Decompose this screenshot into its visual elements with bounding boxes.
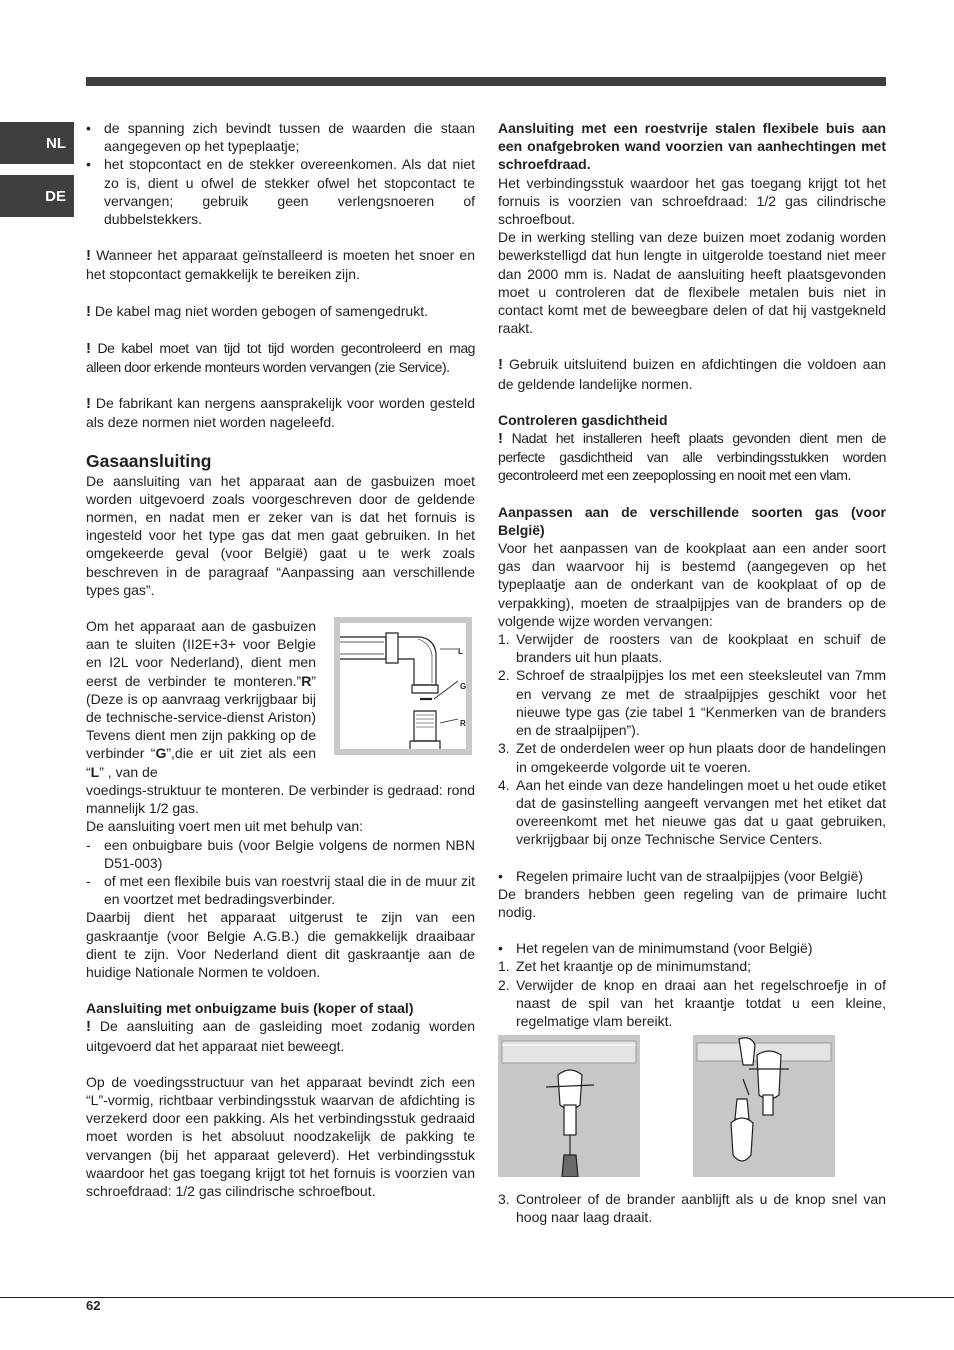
screwdriver-icon <box>498 1035 640 1177</box>
list-item: • Regelen primaire lucht van de straalpijpjes (voor België) <box>498 867 864 884</box>
tab-language-nl[interactable]: NL <box>0 122 74 164</box>
knob-removed-illustration <box>693 1035 835 1177</box>
warning-note: ! Nadat het installeren heeft plaats gevonden dient men de perfecte gasdichtheid van alle verbindingsstukken worden gecontroleerd met een zeepoplossing en nooit met een vlam. <box>498 430 886 484</box>
paragraph: Het verbindingsstuk waardoor het gas toegang krijgt tot het fornuis is voorzien van schroefdraad: 1/2 gas cilindrische schroefbout. <box>498 174 886 228</box>
subheading: Aansluiting met onbuigzame buis (koper of staal) <box>86 1000 414 1017</box>
right-column <box>498 119 886 1227</box>
subheading: Aanpassen aan de verschillende soorten gas (voor België) <box>498 503 886 538</box>
left-column <box>86 119 475 1200</box>
paragraph: De branders hebben geen regeling van de primaire lucht nodig. <box>498 885 886 920</box>
paragraph: Op de voedingsstructuur van het apparaat bevindt zich een “L”-vormig, richtbaar verbindingsstuk waarvan de afdichting is verzekerd door een pakking. Als het verbindingsstuk gedraaid moet worden is het absoluut noodzakelijk de pakking te vervangen (bij het apparaat geleverd). Het verbindingsstuk waardoor het gas toegang krijgt tot het fornuis is voorzien van schroefdraad: 1/2 gas cilindrische schroefbout. <box>86 1073 475 1199</box>
paragraph: De aansluiting van het apparaat aan de gasbuizen moet worden uitgevoerd zoals voorgeschreven door de geldende normen, en nadat men er zeker van is dat het fornuis is ingesteld voor het type gas dat men gaat gebruiken. In het omgekeerde geval (voor België) gaat u te werk zoals beschreven in de paragraaf “Aanpassing aan verschillende types gas”. <box>86 472 475 598</box>
footer-rule <box>0 1297 954 1298</box>
paragraph: De aansluiting voert men uit met behulp van: <box>86 818 364 835</box>
figure-caption: Om het apparaat aan de gasbuizen aan te sluiten (II2E+3+ voor Belgie en I2L voor Nederland), dient men eerst de verbinder te monteren.”R” (Deze is op aanvraag verkrijgbaar bij de technische-service-dienst Ariston) Tevens dient men zijn pakking op de verbinder “G”,die er uit ziet als een “L” , van de <box>86 618 316 780</box>
paragraph: Daarbij dient het apparaat uitgerust te zijn van een gaskraantje (voor Belgie A.G.B.) die gemakkelijk draaibaar dient te zijn. Voor Nederland dient dit gaskraantje aan de huidige Nationale Normen te voldoen. <box>86 909 475 980</box>
list-item: 1. Verwijder de roosters van de kookplaat en schuif de branders uit hun plaats. <box>498 631 886 666</box>
list-item: 2. Verwijder de knop en draai aan het regelschroefje in of naast de spil van het kraantje totdat u een kleine, regelmatige vlam bereikt. <box>498 976 886 1029</box>
list-item: - of met een flexibile buis van roestvrij staal die in de muur zit en voortzet met bedradingsverbinder. <box>86 872 475 908</box>
header-bar <box>86 77 886 86</box>
connector-diagram <box>334 617 472 755</box>
list-item: 4. Aan het einde van deze handelingen moet u het oude etiket dat de gasinstelling aangeeft vervangen met het etiket dat overeenkomt met het nieuwe gas dat u gaat gebruiken, verkrijgbaar bij onze Technische Service Centers. <box>498 776 886 848</box>
list-item: - een onbuigbare buis (voor Belgie volgens de normen NBN D51-003) <box>86 836 475 871</box>
paragraph: voedings-struktuur te monteren. De verbinder is gedraad: rond mannelijk 1/2 gas. <box>86 781 475 817</box>
tap-knob-icon <box>693 1035 835 1177</box>
warning-note: ! De fabrikant kan nergens aansprakelijk voor worden gesteld als deze normen niet worden nageleefd. <box>86 395 475 431</box>
warning-note: ! De aansluiting aan de gasleiding moet zodanig worden uitgevoerd dat het apparaat niet beweegt. <box>86 1018 475 1054</box>
warning-note: ! Wanneer het apparaat geïnstalleerd is moeten het snoer en het stopcontact gemakkelijk te bereiken zijn. <box>86 247 475 283</box>
tap-adjust-illustration <box>498 1035 640 1177</box>
paragraph: De in werking stelling van deze buizen moet zodanig worden bewerkstelligd dat hun lengte in uitgerolde toestand niet meer dan 2000 mm is. Nadat de aansluiting heeft plaatsgevonden moet u controleren dat de flexibele metalen buis niet in contact komt met de beweegbare delen of dat hij vastgekneld raakt. <box>498 229 886 337</box>
list-item: • Het regelen van de minimumstand (voor België) <box>498 940 813 957</box>
list-item: 3. Zet de onderdelen weer op hun plaats door de handelingen in omgekeerde volgorde uit te voeren. <box>498 740 886 775</box>
paragraph: Voor het aanpassen van de kookplaat aan een ander soort gas dan waarvoor hij is bestemd (aangegeven op het typeplaatje aan de onderkant van de kookplaat of op de verpakking), moeten de straalpijpjes van de branders op de volgende wijze worden vervangen: <box>498 540 886 629</box>
list-item: 3. Controleer of de brander aanblijft als u de knop snel van hoog naar laag draait. <box>498 1191 886 1226</box>
figure-block <box>86 617 475 781</box>
list-item: • de spanning zich bevindt tussen de waarden die staan aangegeven op het typeplaatje; <box>86 120 475 155</box>
warning-note: ! De kabel mag niet worden gebogen of samengedrukt. <box>86 302 428 320</box>
list-item: 1. Zet het kraantje op de minimumstand; <box>498 958 752 975</box>
label-g: G <box>460 682 467 692</box>
illustration-row <box>498 1035 886 1177</box>
subheading: Controleren gasdichtheid <box>498 411 668 428</box>
warning-note: ! De kabel moet van tijd tot tijd worden gecontroleerd en mag alleen door erkende monteurs worden vervangen (zie Service). <box>86 339 475 376</box>
page-number: 62 <box>86 1298 101 1313</box>
list-item: • het stopcontact en de stekker overeenkomen. Als dat niet zo is, dient u ofwel de stekker ofwel het stopcontact te vervangen; gebruik geen verlengsnoeren of dubbelstekkers. <box>86 156 475 228</box>
warning-note: ! Gebruik uitsluitend buizen en afdichtingen die voldoen aan de geldende landelijke normen. <box>498 356 887 392</box>
label-r: R <box>460 719 466 729</box>
section-heading: Gasaansluiting <box>86 450 212 471</box>
label-l: L <box>458 647 463 657</box>
elbow-connector-icon <box>340 623 466 749</box>
subheading: Aansluiting met een roestvrije stalen flexibele buis aan een onafgebroken wand voorzien van aanhechtingen met schroefdraad. <box>498 120 886 173</box>
tab-language-de[interactable]: DE <box>0 175 74 217</box>
list-item: 2. Schroef de straalpijpjes los met een steeksleutel van 7mm en vervang ze met de straalpijpjes geschikt voor het nieuwe type gas (zie tabel 1 “Kenmerken van de branders en de straalpijpen”). <box>498 667 886 739</box>
